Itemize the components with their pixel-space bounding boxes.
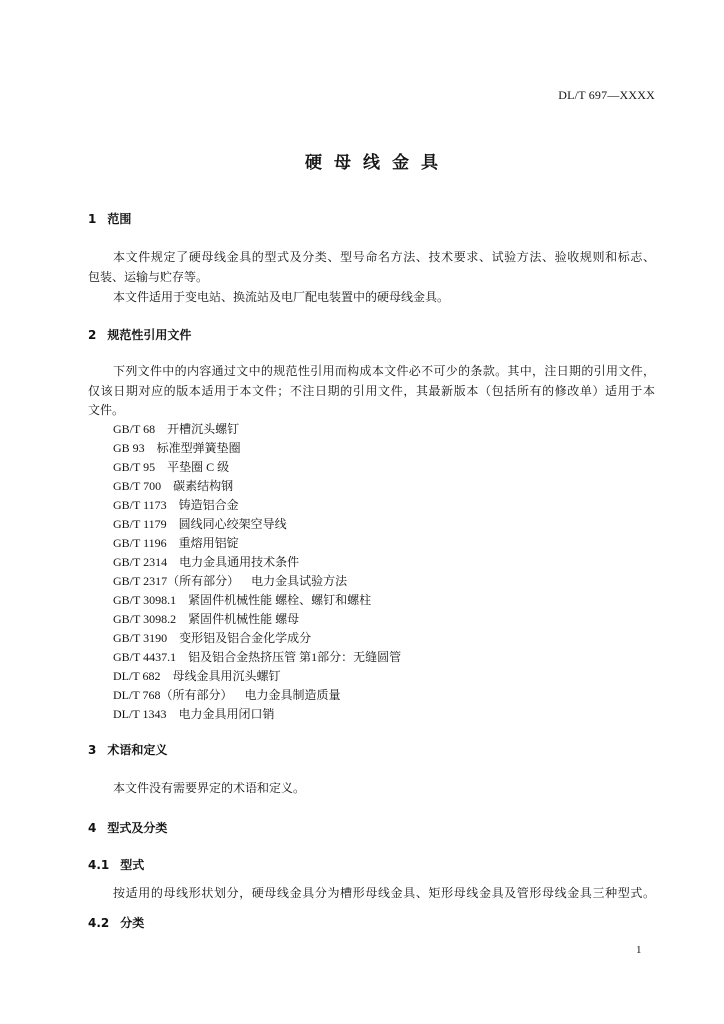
- reference-title: 紧固件机械性能 螺栓、螺钉和螺柱: [188, 593, 372, 607]
- section-number: 1: [88, 212, 97, 226]
- section-3-heading: [88, 742, 167, 758]
- section-title: 规范性引用文件: [107, 328, 192, 342]
- reference-code: DL/T 768（所有部分）: [113, 688, 233, 702]
- reference-item: [113, 496, 653, 515]
- reference-title: 变形铝及铝合金化学成分: [179, 631, 312, 645]
- paragraph-line: 下列文件中的内容通过文中的规范性引用而构成本文件必不可少的条款。其中，注日期的引用文件，: [113, 364, 655, 378]
- page-number: 1: [636, 944, 642, 956]
- reference-code: GB/T 3098.1: [113, 593, 177, 607]
- reference-item: [113, 515, 653, 534]
- reference-list: [113, 420, 653, 724]
- reference-item: [113, 591, 653, 610]
- subsection-4-2-heading: [88, 915, 144, 931]
- reference-item: [113, 477, 653, 496]
- section-number: 4: [88, 821, 97, 835]
- reference-code: GB/T 2317（所有部分）: [113, 574, 240, 588]
- section-title: 分类: [120, 916, 145, 930]
- reference-title: 圆线同心绞架空导线: [178, 517, 287, 531]
- reference-title: 紧固件机械性能 螺母: [188, 612, 300, 626]
- reference-code: GB/T 700: [113, 479, 162, 493]
- reference-code: GB/T 1179: [113, 517, 167, 531]
- reference-title: 标准型弹簧垫圈: [156, 441, 241, 455]
- paragraph-line: 本文件适用于变电站、换流站及电厂配电装置中的硬母线金具。: [113, 290, 450, 304]
- section-title: 范围: [107, 212, 132, 226]
- reference-code: GB/T 1173: [113, 498, 167, 512]
- reference-code: GB 93: [113, 441, 145, 455]
- paragraph-line: 本文件规定了硬母线金具的型式及分类、型号命名方法、技术要求、试验方法、验收规则和标志、: [113, 250, 655, 264]
- reference-item: [113, 629, 653, 648]
- reference-title: 电力金具试验方法: [251, 574, 348, 588]
- reference-code: GB/T 2314: [113, 555, 168, 569]
- reference-item: [113, 648, 653, 667]
- reference-title: 母线金具用沉头螺钉: [172, 669, 281, 683]
- reference-item: [113, 458, 653, 477]
- reference-title: 铝及铝合金热挤压管 第1部分：无缝圆管: [188, 650, 402, 664]
- reference-item: [113, 705, 653, 724]
- reference-title: 铸造铝合金: [178, 498, 239, 512]
- document-title: 硬母线金具: [305, 153, 450, 173]
- reference-code: GB/T 3190: [113, 631, 168, 645]
- reference-title: 开槽沉头螺钉: [167, 422, 240, 436]
- subsection-4-1-heading: [88, 857, 144, 873]
- reference-code: GB/T 95: [113, 460, 156, 474]
- reference-title: 电力金具通用技术条件: [179, 555, 300, 569]
- paragraph-line: 本文件没有需要界定的术语和定义。: [113, 781, 306, 795]
- reference-title: 重熔用铝锭: [178, 536, 239, 550]
- reference-code: GB/T 3098.2: [113, 612, 177, 626]
- reference-title: 电力金具用闭口销: [178, 707, 275, 721]
- paragraph-line: 文件。: [88, 403, 125, 417]
- reference-item: [113, 572, 653, 591]
- paragraph-line: 包装、运输与贮存等。: [88, 270, 209, 284]
- paragraph-line: 按适用的母线形状划分，硬母线金具分为槽形母线金具、矩形母线金具及管形母线金具三种型式。: [113, 886, 655, 900]
- section-1-heading: [88, 211, 131, 227]
- section-number: 4.2: [88, 916, 110, 930]
- reference-title: 平垫圈 C 级: [167, 460, 230, 474]
- reference-item: [113, 686, 653, 705]
- reference-code: DL/T 682: [113, 669, 161, 683]
- reference-title: 碳素结构钢: [173, 479, 234, 493]
- section-title: 型式: [120, 858, 145, 872]
- section-title: 术语和定义: [107, 743, 168, 757]
- reference-item: [113, 553, 653, 572]
- section-number: 3: [88, 743, 97, 757]
- paragraph-line: 仅该日期对应的版本适用于本文件；不注日期的引用文件，其最新版本（包括所有的修改单）适用于本: [88, 384, 655, 398]
- document-code-header: DL/T 697—XXXX: [558, 88, 655, 102]
- reference-item: [113, 439, 653, 458]
- reference-item: [113, 610, 653, 629]
- reference-code: GB/T 68: [113, 422, 156, 436]
- reference-title: 电力金具制造质量: [244, 688, 341, 702]
- reference-code: GB/T 1196: [113, 536, 167, 550]
- reference-item: [113, 420, 653, 439]
- section-title: 型式及分类: [107, 821, 168, 835]
- section-4-heading: [88, 820, 167, 836]
- section-2-heading: [88, 327, 191, 343]
- reference-code: DL/T 1343: [113, 707, 167, 721]
- reference-item: [113, 534, 653, 553]
- reference-item: [113, 667, 653, 686]
- section-number: 2: [88, 328, 97, 342]
- section-number: 4.1: [88, 858, 110, 872]
- reference-code: GB/T 4437.1: [113, 650, 177, 664]
